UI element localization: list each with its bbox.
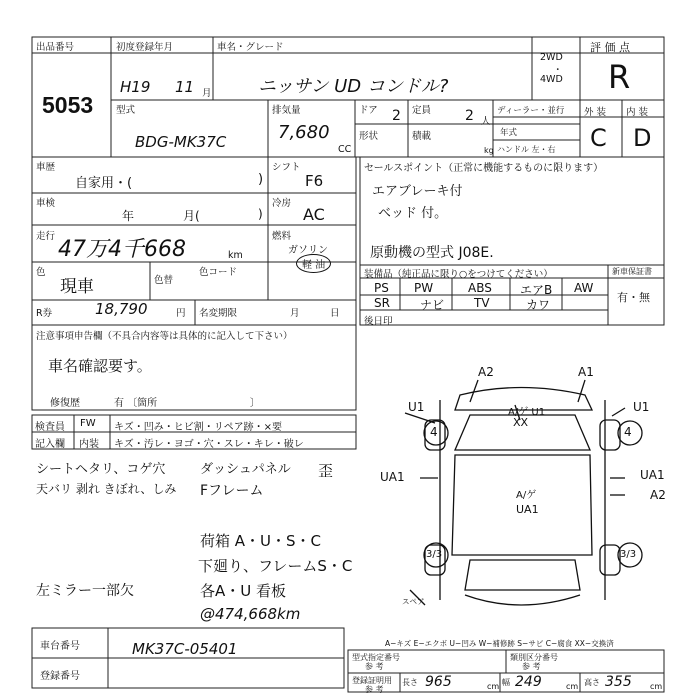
diag-mark-bed: A/ゲ (516, 490, 537, 501)
fuel-label: 燃料 (272, 231, 292, 242)
equip-airbag: エアB (520, 283, 553, 297)
cert-ref-label: 参 考 (365, 685, 384, 694)
notes-label: 注意事項申告欄（不具合内容等は具体的に記入して下さい） (36, 331, 293, 342)
capacity-unit: 人 (481, 116, 491, 127)
registration-month: 11 (175, 78, 195, 96)
height-value: 355 (605, 674, 632, 690)
inspector-label: 検査員 (35, 422, 65, 433)
inspector-note-7: 下廻り、フレームS・C (198, 557, 353, 575)
spare-label: スペア (402, 597, 425, 606)
history-label: 車歴 (36, 162, 56, 173)
cc-unit: CC (338, 144, 352, 155)
notes-text: 車名確認要す。 (48, 357, 152, 375)
inspector-row2-items: キズ・汚レ・ヨゴ・穴・スレ・キレ・破レ (114, 439, 304, 450)
class-ref-label: 参 考 (522, 662, 541, 671)
history-close: ) (258, 172, 264, 187)
repair-history-value: 有 〔箇所 (114, 398, 158, 409)
warranty-value: 有・無 (617, 291, 650, 304)
warranty-label: 新車保証書 (612, 267, 652, 276)
damage-legend: A−キズ E−エクボ U−凹み W−補修跡 S−サビ C−腐食 XX−交換済 (385, 639, 614, 648)
inspector-note-2: 天バリ 剥れ きぼれ、しみ (36, 482, 177, 496)
equip-tv: TV (474, 296, 490, 310)
inspection-close: ) (258, 207, 263, 221)
history-value: 自家用・( (75, 176, 133, 191)
interior-entry-label: 内装 (79, 439, 99, 450)
yen-unit: 円 (176, 308, 186, 319)
recycle-label: R券 (36, 308, 53, 319)
diag-mark-tire-rl: 3/3 (426, 549, 443, 560)
inspection-month: 月( (183, 209, 200, 223)
repaint-label: 色替 (154, 275, 174, 286)
inspector-note-10: 左ミラー一部欠 (36, 583, 134, 599)
kg-unit: kg (484, 146, 494, 155)
diag-mark-tire-fl: 4 (430, 425, 438, 439)
handle-label: ハンドル 左・右 (497, 145, 556, 154)
model-value: BDG-MK37C (135, 133, 227, 151)
lot-label: 出品番号 (36, 42, 75, 53)
shape-label: 形状 (359, 131, 379, 142)
registration-era: H19 (120, 78, 151, 96)
2wd-label: 2WD (540, 52, 563, 63)
type-ref-label: 参 考 (365, 662, 384, 671)
inspector-note-8: 各A・U 看板 (200, 582, 287, 600)
diag-mark-ua1-left: UA1 (380, 470, 405, 484)
diag-mark-ua1-center: UA1 (516, 503, 539, 516)
height-label: 高さ (584, 678, 600, 687)
exterior-label: 外 装 (584, 107, 607, 118)
diag-mark-a2-right: A2 (650, 488, 666, 502)
after-stamp-label: 後日印 (364, 316, 393, 327)
load-label: 積載 (412, 131, 432, 142)
diag-mark-xx: XX (513, 416, 529, 429)
color-code-label: 色コード (199, 267, 238, 278)
cert-label: 登録証明用 (352, 676, 392, 685)
inspector-note-9: @474,668km (200, 605, 301, 623)
model-label: 型式 (116, 105, 136, 116)
inspector-note-6: 荷箱 A・U・S・C (200, 532, 322, 550)
sales-point-line2: ベッド 付。 (378, 206, 448, 221)
grade-label: 評 価 点 (590, 41, 630, 54)
inspector-note-4: Fフレーム (200, 483, 264, 499)
equip-sr: SR (374, 296, 390, 310)
displacement-value: 7,680 (278, 122, 330, 143)
height-unit: cm (650, 682, 663, 691)
door-label: ドア (359, 105, 378, 116)
diag-mark-tire-rr: 3/3 (620, 549, 637, 560)
model-year-label: 年式 (500, 128, 518, 138)
capacity-value: 2 (465, 108, 474, 124)
capacity-label: 定員 (412, 105, 432, 116)
sales-point-line3: 原動機の型式 J08E. (370, 245, 494, 261)
equipment-label: 装備品（純正品に限り○をつけてください） (364, 269, 553, 280)
wd-dot: ・ (553, 65, 563, 76)
color-value: 現車 (60, 277, 94, 297)
equip-navi: ナビ (420, 298, 445, 312)
diag-mark-windshield: A/ゲ U1 (508, 407, 546, 418)
length-label: 長さ (402, 678, 418, 687)
cooler-value: AC (303, 205, 325, 224)
door-value: 2 (392, 108, 401, 124)
inspector-row1-items: キズ・凹み・ヒビ割・リペア跡・×要 (114, 422, 282, 433)
equip-aw: AW (574, 281, 594, 295)
km-unit: km (228, 250, 243, 261)
inspection-label: 車検 (36, 198, 56, 209)
interior-label: 内 装 (626, 107, 649, 118)
first-registration-label: 初度登録年月 (116, 42, 174, 53)
width-label: 幅 (502, 678, 510, 687)
grade-value: R (608, 58, 631, 96)
class-label: 類別区分番号 (510, 653, 558, 662)
inspection-year: 年 (122, 209, 135, 223)
chassis-label: 車台番号 (40, 641, 80, 652)
displacement-label: 排気量 (272, 105, 301, 116)
equip-abs: ABS (468, 281, 492, 295)
chassis-number: MK37C-05401 (132, 640, 238, 658)
diag-mark-u1-left: U1 (408, 400, 425, 414)
diag-mark-tire-fr: 4 (624, 425, 632, 439)
entry-label: 記入欄 (35, 439, 65, 450)
repair-history-close: 〕 (250, 398, 260, 409)
color-label: 色 (36, 267, 46, 278)
sales-point-line1: エアブレーキ付 (372, 184, 463, 199)
shift-label: シフト (272, 162, 301, 173)
lot-number: 5053 (42, 92, 94, 118)
month-unit: 月 (202, 88, 212, 99)
registration-number-label: 登録番号 (40, 671, 80, 682)
length-value: 965 (425, 674, 452, 690)
inspector-note-3: ダッシュパネル (200, 462, 291, 477)
width-unit: cm (566, 682, 579, 691)
recycle-value: 18,790 (95, 300, 148, 318)
inspector-note-1: シートヘタリ、コゲ穴 (36, 462, 166, 477)
name-change-month: 月 (290, 308, 300, 319)
car-name: ニッサン UD コンドル? (258, 76, 449, 97)
length-unit: cm (487, 682, 500, 691)
diag-mark-a2: A2 (478, 365, 494, 379)
type-designation-label: 型式指定番号 (352, 653, 400, 662)
fuel-diesel-circled: 軽 油 (296, 254, 331, 273)
4wd-label: 4WD (540, 74, 563, 85)
cooler-label: 冷房 (272, 198, 292, 209)
dealer-label: ディーラー・並行 (497, 106, 565, 116)
sales-point-label: セールスポイント（正常に機能するものに限ります） (364, 163, 604, 174)
repair-history-label: 修復歴 (50, 398, 80, 409)
mileage-label: 走行 (36, 231, 56, 242)
width-value: 249 (515, 674, 542, 690)
diag-mark-ua1-right: UA1 (640, 468, 665, 482)
equip-ps: PS (374, 281, 389, 295)
equip-leather: カワ (526, 298, 551, 312)
interior-grade: D (633, 124, 652, 152)
exterior-grade: C (590, 124, 607, 152)
shift-value: F6 (305, 172, 324, 190)
inspector-fw: FW (80, 418, 96, 429)
equip-pw: PW (414, 281, 434, 295)
fuel-gasoline: ガソリン (288, 245, 328, 256)
car-name-label: 車名・グレード (217, 42, 284, 53)
name-change-label: 名変期限 (199, 308, 238, 319)
diag-mark-a1: A1 (578, 365, 594, 379)
mileage-value: 47万4千668 (58, 237, 186, 262)
diag-mark-u1-right: U1 (633, 400, 650, 414)
inspector-note-5: 歪 (318, 462, 334, 480)
name-change-day: 日 (330, 308, 340, 319)
